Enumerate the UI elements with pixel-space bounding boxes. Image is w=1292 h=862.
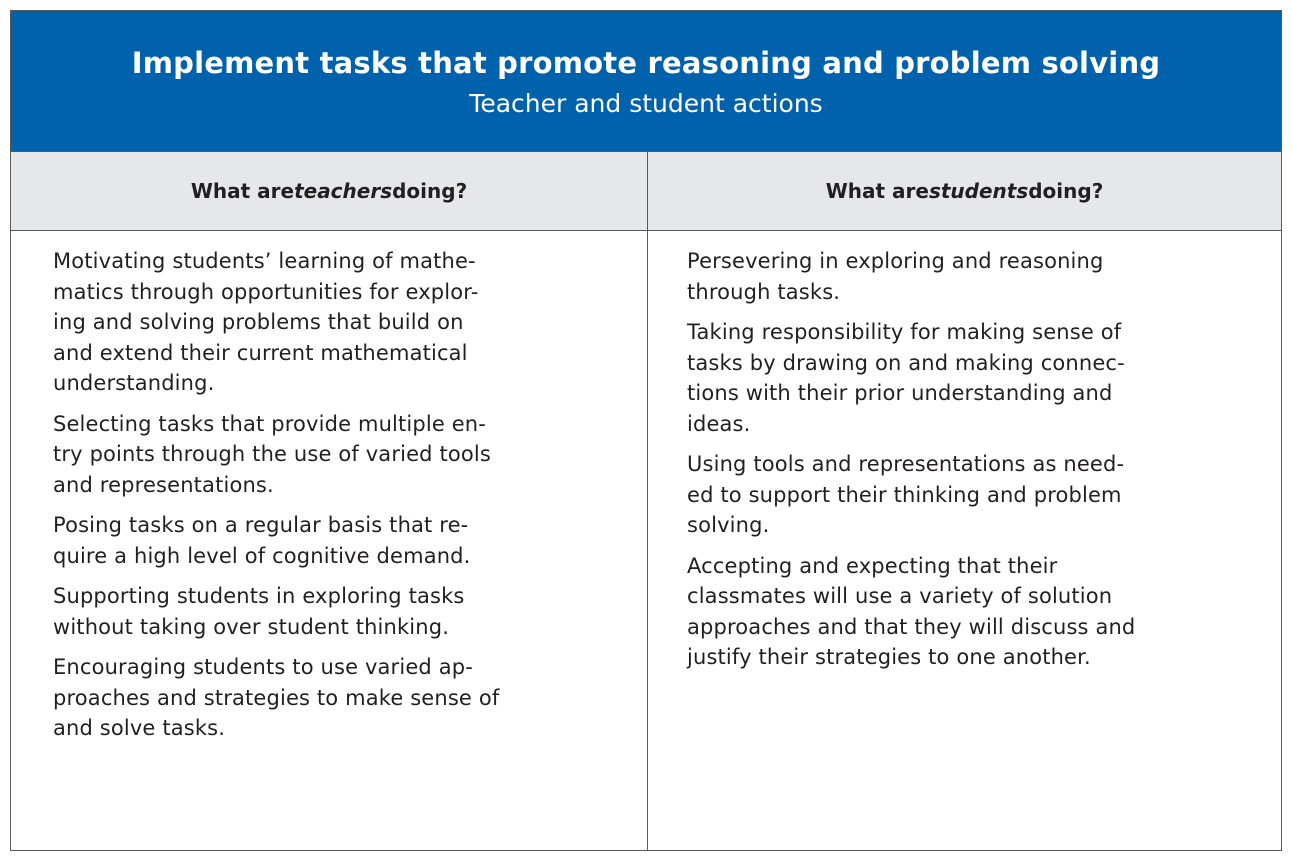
column-divider bbox=[647, 151, 648, 850]
teacher-action-item-line: Supporting students in exploring tasks bbox=[53, 584, 465, 608]
student-action-item-line: classmates will use a variety of solution bbox=[687, 584, 1113, 608]
column-header-teachers-suffix: doing? bbox=[392, 179, 468, 203]
teacher-action-item-line: Posing tasks on a regular basis that re- bbox=[53, 513, 469, 537]
teacher-action-item-line: Selecting tasks that provide multiple en- bbox=[53, 411, 486, 436]
student-action-item-line: Using tools and representations as need- bbox=[687, 452, 1125, 476]
teacher-action-item-line: understanding. bbox=[53, 371, 215, 395]
column-header-teachers-emphasis: teachers bbox=[294, 179, 393, 203]
table-header bbox=[11, 11, 1281, 151]
teacher-action-item-line: without taking over student thinking. bbox=[53, 614, 450, 639]
teacher-action-item bbox=[53, 581, 613, 642]
column-header-teachers-prefix: What are bbox=[190, 179, 295, 203]
teacher-action-item-line: Encouraging students to use varied ap- bbox=[53, 655, 473, 679]
students-actions-list bbox=[687, 231, 1253, 673]
student-action-item-line: tions with their prior understanding and bbox=[687, 381, 1113, 405]
teacher-action-item-line: and extend their current mathematical bbox=[53, 340, 468, 365]
student-action-item-line: solving. bbox=[687, 513, 770, 537]
student-action-item bbox=[687, 449, 1253, 541]
student-action-item bbox=[687, 317, 1253, 439]
table-title: Implement tasks that promote reasoning and problem solving bbox=[131, 46, 1161, 80]
actions-table bbox=[10, 10, 1282, 851]
teacher-action-item-line: Motivating students’ learning of mathe- bbox=[53, 249, 476, 273]
column-header-students-emphasis: students bbox=[928, 179, 1029, 203]
student-action-item-line: Persevering in exploring and reasoning bbox=[687, 249, 1104, 273]
student-action-item-line: ideas. bbox=[687, 411, 751, 436]
student-action-item-line: justify their strategies to one another. bbox=[687, 645, 1091, 669]
teacher-action-item-line: ing and solving problems that build on bbox=[53, 310, 464, 334]
teacher-action-item bbox=[53, 409, 613, 501]
student-action-item-line: Taking responsibility for making sense of bbox=[687, 320, 1122, 344]
teacher-action-item bbox=[53, 510, 613, 571]
teacher-action-item-line: and representations. bbox=[53, 472, 274, 497]
column-header-students bbox=[648, 152, 1281, 230]
student-action-item bbox=[687, 246, 1253, 307]
teacher-action-item bbox=[53, 246, 613, 399]
teacher-action-item-line: quire a high level of cognitive demand. bbox=[53, 543, 471, 568]
student-action-item-line: tasks by drawing on and making connec- bbox=[687, 350, 1125, 375]
student-action-item bbox=[687, 551, 1253, 673]
column-header-row bbox=[11, 151, 1281, 231]
teacher-action-item-line: proaches and strategies to make sense of bbox=[53, 685, 500, 710]
teacher-action-item-line: and solve tasks. bbox=[53, 716, 226, 740]
table-subtitle: Teacher and student actions bbox=[469, 89, 823, 118]
column-header-students-prefix: What are bbox=[825, 179, 929, 203]
teachers-actions-list bbox=[53, 231, 613, 744]
student-action-item-line: approaches and that they will discuss and bbox=[687, 614, 1136, 639]
teacher-action-item-line: matics through opportunities for explor- bbox=[53, 279, 479, 304]
teacher-action-item bbox=[53, 652, 613, 744]
student-action-item-line: through tasks. bbox=[687, 279, 841, 304]
teacher-action-item-line: try points through the use of varied tools bbox=[53, 442, 491, 466]
column-header-students-suffix: doing? bbox=[1028, 179, 1104, 203]
student-action-item-line: Accepting and expecting that their bbox=[687, 553, 1058, 578]
column-header-teachers bbox=[11, 152, 647, 230]
student-action-item-line: ed to support their thinking and problem bbox=[687, 482, 1122, 507]
